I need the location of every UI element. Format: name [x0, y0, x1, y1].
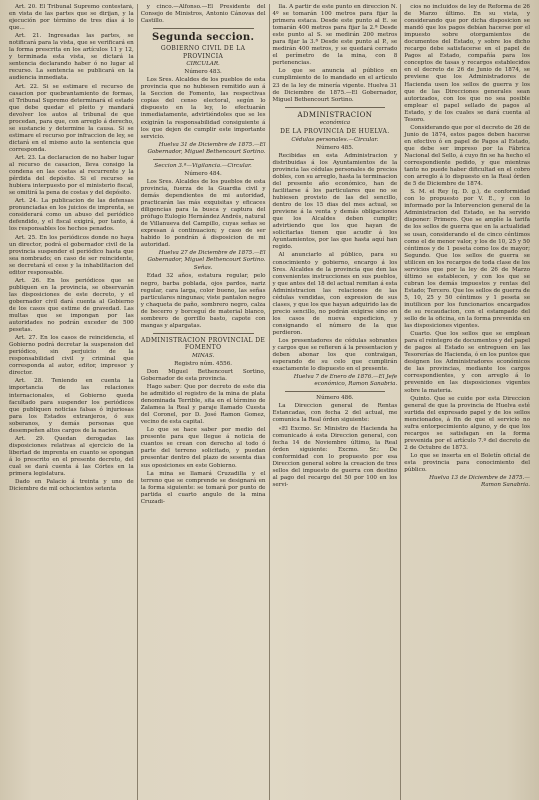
paragraph: Los presentadores de cédulas sobrantes y cargos que se refieren á la presentacion y deben abonar los que contraigan, esperando de su celo que cumplirán exactamente lo dispuesto en el presente. [272, 338, 398, 373]
paragraph: Don Miguel Bethencourt Sortino, Gobernador de esta provincia. [140, 368, 266, 382]
divider [285, 391, 386, 392]
signature: Huelva 13 de Diciembre de 1875.—Ramon Sanabria. [429, 475, 530, 489]
subheading: económica [319, 120, 351, 127]
paragraph: lla. A partir de este punto en direccion N. 4º se tomarán 100 metros para fijar la primera estaca. Desde este punto al E. se tomarán 400 metros para fijar la 2.ª Desde este punto al S. se medirán 200 metros para fijar la 3.ª Desde este punto al P., se medirán 400 metros, y se quedará cerrado el perímetro de la mina, con 8 pertenencias. [272, 4, 398, 67]
notice-number: Número 483. [184, 69, 222, 76]
paragraph: Edad 32 años, estatura regular, pelo negro, barba poblada, ojos pardos, nariz regular, cara larga, color bueno, las señas particulares ningunas; viste pantalon negro y chaqueta de paño, sombrero negro, calza de becerro y borceguí de material blanco, sombrero de gorrillo basto, capote con mangas y alpargatas. [140, 273, 266, 329]
paragraph: Al anunciarlo al público, para su conocimiento y gobierno, encargo á los Sres. Alcaldes de la provincia que den las convenientes instrucciones en sus pueblos, y que antes del 18 del actual remitan á esta Administracion las relaciones de las cédulas vendidas, con expresion de sus clases, y que los que hayan adquirido las de precio sencillo, no podrán exigirse sino en los casos de nueva expedicion, y consignando el número de la que perdieron. [272, 252, 398, 336]
paragraph: Lo que se anuncia al público en cumplimiento de lo mandado en el artículo 23 de la ley de minería vigente. Huelva 31 de Diciembre de 1875.—El Gobernador, Miguel Bethencourt Sortino. [272, 68, 398, 103]
column-2 [138, 4, 270, 800]
subheading: Seccion 3.ª—Vigilancia.—Circular. [154, 162, 252, 169]
paragraph: Art. 21. Ingresadas las partes, se notificará para la vista, que se verificará en la forma prescrita en los artículos 11 y 12, y terminada esta vista, se dictará la sentencia declarando haber ó no lugar al recurso. La sentencia se publicará en la audiencia inmediata. [9, 33, 134, 82]
column-container [6, 4, 533, 800]
section-title: Segunda seccion. [151, 32, 255, 44]
section-heading: ADMINISTRACION PROVINCIAL DE FOMENTO [141, 336, 266, 352]
paragraph: Cuarto. Que los sellos que se emplean para el reintegro de documentos y del papel de pagos al Estado se entreguen en las Tesorerías de Hacienda, ó en los puntos que designen los Administradores económicos de las provincias, mediante los cargos correspondientes, y con arreglo á lo prevenido en las disposiciones vigentes sobre la materia. [404, 331, 530, 394]
paragraph: Art. 24. La publicacion de las defensas pronunciadas en los juicios de imprenta, se considerará como un abuso del periódico defendido, y el fiscal exigirá, por tanto, á los responsables los hechos penados. [9, 198, 134, 233]
paragraph: Dado en Palacio á treinta y uno de Diciembre de mil ochocientos setenta [9, 479, 134, 493]
paragraph: Lo que se hace saber por medio del presente para que llegue á noticia de cuantos se crean con derecho al todo ó parte del terreno solicitado, y puedan presentar dentro del plazo de sesenta dias sus oposiciones en este Gobierno. [140, 427, 266, 469]
paragraph: y cinco.—Alfonso.—El Presidente del Consejo de Ministros, Antonio Cánovas del Castillo. [140, 4, 266, 25]
notice-number: Número 485. [316, 144, 354, 151]
divider [153, 333, 254, 334]
subheading: Señas. [193, 265, 213, 272]
paragraph: La Direccion general de Rentas Estancadas, con fecha 2 del actual, me comunica la Real órden siguiente: [272, 403, 398, 424]
subheading: MINAS. [191, 352, 215, 359]
signature: Huelva 7 de Enero de 1876.—El Jefe económico, Ramon Sanabria. [293, 374, 398, 388]
paragraph: Art. 27. En los casos de reincidencia, el Gobierno podrá decretar la suspension del periódico, sin perjuicio de la responsabilidad civil y criminal que corresponda al autor, editor, impresor y director. [9, 335, 134, 377]
section-heading: GOBIERNO CIVIL DE LA PROVINCIA [160, 45, 246, 60]
column-4 [401, 4, 533, 800]
paragraph: Art. 29. Quedan derogadas las disposiciones relativas al ejercicio de la libertad de imprenta en cuanto se opongan á lo prescrito en el presente decreto, del cual se dará cuenta á las Córtes en la primera legislatura. [9, 435, 134, 478]
subheading: Cédulas personales.—Circular. [291, 136, 379, 143]
paragraph: Art. 26. En los periódicos que se publiquen en la provincia, se observarán las disposiciones de este decreto, y el gobernador civil dará cuenta al Gobierno de los casos que estime de gravedad. Las multas que se impongan por las autoridades no podrán exceder de 500 pesetas. [9, 277, 134, 334]
paragraph: Art. 28. Teniendo en cuenta la importancia de las relaciones internacionales, el Gobierno queda facultado para suspender los periódicos que publiquen noticias falsas ó injuriosas para los Estados extranjeros, ó sus soberanos, y demás personas que desempeñen altos cargos de la nacion. [9, 378, 134, 434]
notice-number: Número 486. [316, 395, 354, 402]
paragraph: Los Sres. Alcaldes de los pueblos de esta provincia que no hubiesen remitido aun á la Seccion de Fomento, las respectivas copias del censo electoral, según lo dispuesto en la ley, lo efectuarán inmediatamente, advirtiéndoles que se les exigirán la responsabilidad consiguiente á los que dejen de cumplir este importante servicio. [140, 77, 266, 140]
paragraph: cios no incluidos de ley de Reforma de 26 de Marzo último. En su vista, y considerando que por dicha disposicion se mandó que los pagos debían hacerse por el impuesto sobre otorgamientos de documentos del Estado, y sobre los dicho recargo debe satisfacerse en el papel de Pagos al Estado, compañía para los conceptos de tasas y recargos establecidos en el decreto de 26 de Junio de 1874, se previene que los Administradores de Hacienda usen los sellos de guerra y los que de las Direcciones generales sean autorizados, con los que no sea posible emplear el papel sellado de pagos al Estado, y de los cuales se dará cuenta al Tesoro. [404, 4, 530, 123]
paragraph: La mina se llamará Cruzadilla y el terreno que se comprende se designará en la forma siguiente: se tomará por punto de partida el cuarto angulo de la mina Cruzadi- [140, 470, 266, 505]
paragraph: Art. 22. Si se estimare el recurso de casacion por quebrantamiento de formas, el Tribunal Supremo determinará el estado que debe quedar el pleito y mandará devolver los autos al tribunal de que procedan, para que, con arreglo á derecho, se sustancie y determine la causa. Si se estimare el recurso por infraccion de ley, se dictará en el mismo auto la sentencia que corresponda. [9, 83, 134, 153]
paragraph: Considerando que por el decreto de 26 de Junio de 1874, estos pagos deben hacerse en efectivo ó en papel de Pagos al Estado, que debe ser impreso por la Fábrica Nacional del Sello, á cuyo fin se ha hecho el correspondiente pedido, y que mientras tanto no puede haber dificultad en el cobro con arreglo á lo dispuesto en la Real órden de 5 de Diciembre de 1874. [404, 124, 530, 188]
paragraph: «El Excmo. Sr. Ministro de Hacienda ha comunicado á esta Direccion general, con fecha 14 de Noviembre último, la Real órden siguiente: Excmo. Sr.: De conformidad con lo propuesto por esa Direccion general sobre la creacion de tres sellos del impuesto de guerra con destino al pago del recargo del 50 por 100 en los servi- [272, 425, 398, 488]
signature: Huelva 31 de Diciembre de 1875.—El Gobernador, Miguel Bethencourt Sortino. [147, 141, 266, 155]
paragraph: Recibidas en esta Administracion y distribuidas á los Ayuntamientos de la provincia las cédulas personales de precios dobles, con su arreglo, hasta la terminacion del presente año económico, han de facilitarse á los particulares que no se hubiesen provisto de las del sencillo, dentro de los 15 dias del mes actual, se previene á la venta y demás obligaciones que los Alcaldes deben cumplir; advirtiendo que los que hayan de solicitarlas tienen que acudir á los Ayuntamientos, por las que hasta aquí han regido. [272, 152, 398, 251]
divider [153, 159, 254, 160]
paragraph: Lo que se inserta en el Boletín oficial de esta provincia para conocimiento del público. [404, 452, 530, 474]
signature: Huelva 27 de Diciembre de 1875.—El Gobernador, Miguel Bethencourt Sortino. [147, 250, 266, 264]
paragraph: Quinto. Que se cuide por esta Direccion general de que la provincia de Huelva esté surtida del expresado papel y de los sellos mencionados, á fin de que el servicio no sufra entorpecimiento alguno, y de que los recargos se satisfagan en la forma prevenida por el artículo 7.º del decreto de 2 de Octubre de 1873. [404, 395, 530, 451]
paragraph: S. M. el Rey (q. D. g.), de conformidad con lo propuesto por V. E., y con lo informado por la Intervencion general de la Administracion del Estado, se ha servido disponer: Primero. Que se amplíe la tarifa de los sellos de guerra que en la actualidad se usan, considerando el de cinco céntimos como el de menor valor, y los de 10, 25 y 50 céntimos y de 1 peseta como los de mayor; Segundo. Que los sellos de guerra se utilicen en los recargos de toda clase de los servicios que por la ley de 26 de Marzo último se establecen, y con los que se cubran los demás impuestos y rentas del Estado; Tercero. Que los sellos de guerra de 5, 10, 25 y 50 céntimos y 1 peseta se inutilicen por los funcionarios encargados de su recaudacion, con el estampado del sello de la oficina, en la forma prevenida en las disposiciones vigentes. [404, 189, 530, 330]
section-heading: ADMINISTRACION [297, 110, 373, 119]
notice-number: Registro núm. 4556. [174, 360, 233, 367]
paragraph: Los Sres. Alcaldes de los pueblos de esta provincia, fuerza de la Guardia civil y demás dependientes de mi autoridad, practicarán las más exquisitas y eficaces diligencias para la busca y captura del prófugo Eulogio Hernández Andrés, natural de Villanueva del Campillo, cuyas señas se expresan á continuacion; y caso de ser habido lo pondrán á disposicion de mi autoridad. [140, 178, 266, 249]
divider [285, 107, 386, 108]
section-heading: DE LA PROVINCIA DE HUELVA. [280, 128, 390, 136]
notice-number: Número 484. [184, 170, 222, 177]
paragraph: Art. 25. En los periódicos donde no haya un director, podrá el gobernador civil de la provincia suspender el periódico hasta que sea nombrado; en caso de ser reincidente, se decretará el cese y la inhabilitacion del editor responsable. [9, 234, 134, 276]
paragraph: Art. 23. La declaracion de no haber lugar al recurso de casacion, lleva consigo la condena en las costas al recurrente y la pérdida del depósito. Si el recurso se hubiera interpuesto por el ministerio fiscal, se omitirá la pena de costas y del depósito. [9, 154, 134, 197]
divider [153, 28, 254, 29]
paragraph: Art. 20. El Tribunal Supremo contestará, en vista de las partes que se dirijan, y la ejecución por término de tres días á lo que... [9, 4, 134, 32]
paragraph: Hago saber: Que por decreto de este dia he admitido el registro de la mina de plata denominada Terrible, sita en el término de Zalamea la Real y paraje llamado Cuesta del Coronel, por D. José Ramon Gomez, vecino de esta capital. [140, 384, 266, 426]
column-3 [270, 4, 402, 800]
subheading: CIRCULAR. [186, 61, 220, 68]
column-1 [6, 4, 138, 800]
